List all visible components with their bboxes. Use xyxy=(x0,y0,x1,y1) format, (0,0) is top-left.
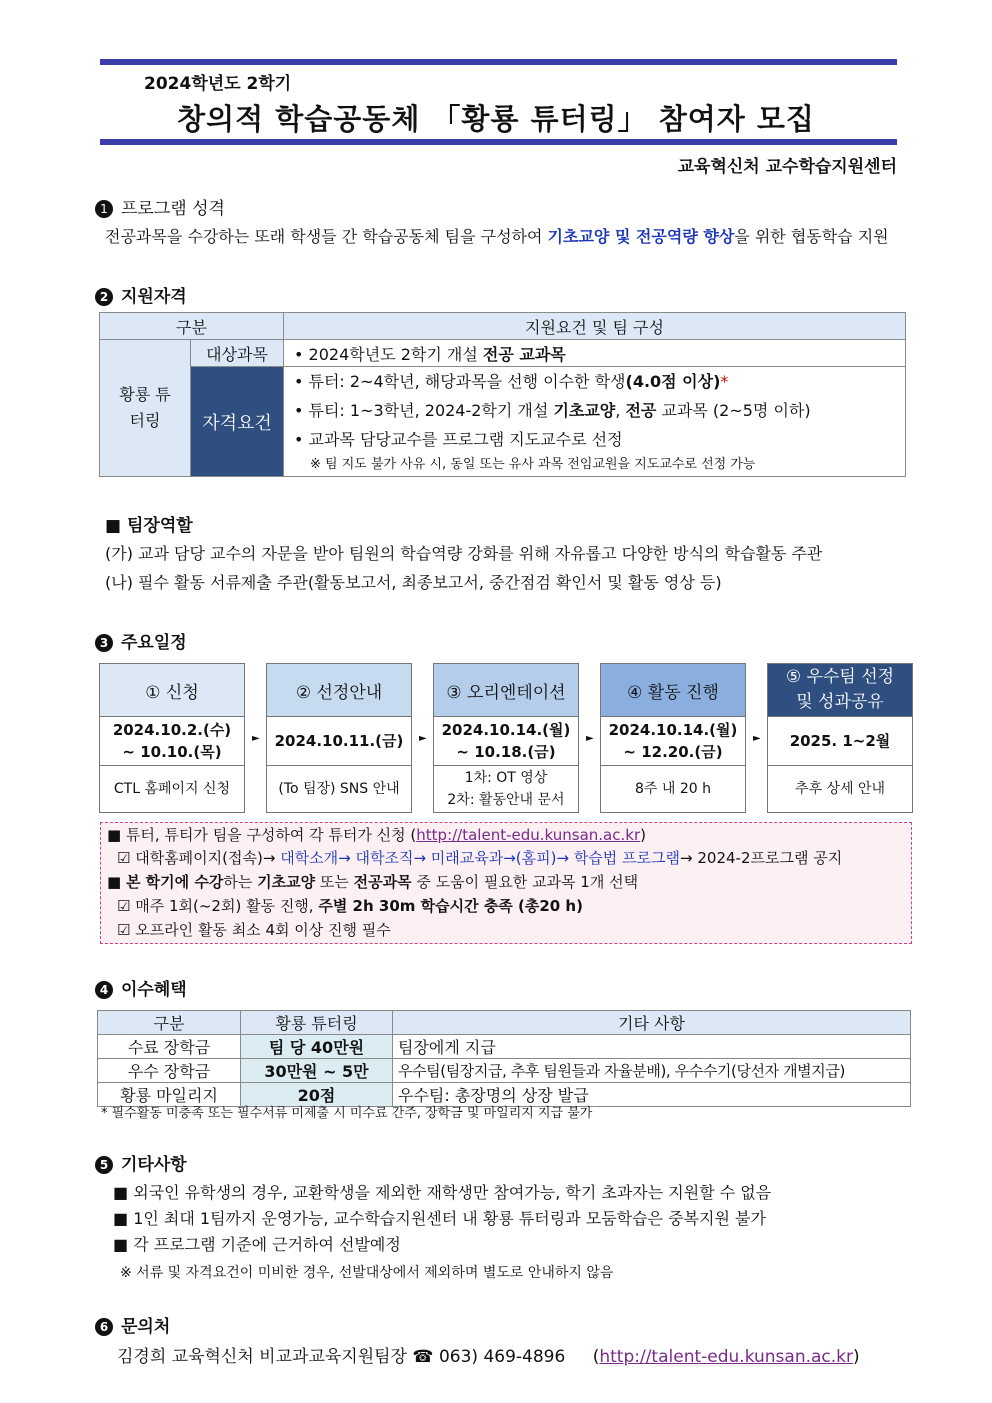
top-rule xyxy=(100,59,897,65)
step-note: CTL 홈페이지 신청 xyxy=(113,781,231,797)
row-target-value: • 2024학년도 2학기 개설 전공 교과목 xyxy=(284,340,906,367)
row-target-label: 대상과목 xyxy=(191,340,284,367)
step-title: ② 선정안내 xyxy=(267,664,411,717)
arrow-icon: ► xyxy=(753,733,761,744)
step-title: ④ 활동 진행 xyxy=(601,664,745,717)
step-title: ③ 오리엔테이션 xyxy=(434,664,578,717)
section-number-icon: 5 xyxy=(95,1156,113,1174)
advisor-requirement: • 교과목 담당교수를 프로그램 지도교수로 선정 xyxy=(294,430,623,449)
eligibility-table xyxy=(99,312,906,477)
page-title: 창의적 학습공동체 「황룡 튜터링」 참여자 모집 xyxy=(177,102,815,136)
section-other-heading: 5 기타사항 xyxy=(95,1150,187,1175)
arrow-icon: ► xyxy=(586,733,594,744)
group-label: 황룡 튜터링 xyxy=(100,340,191,477)
schedule-notes xyxy=(100,822,912,944)
section-schedule-heading: 3 주요일정 xyxy=(95,628,187,653)
note-line: ☑ 대학홈페이지(접속)→ 대학소개→ 대학조직→ 미래교육과→(홈피)→ 학습법 프로그램→ 2024-2프로그램 공지 xyxy=(117,849,843,867)
leader-role-item: (나) 필수 활동 서류제출 주관(활동보고서, 최종보고서, 중간점검 확인서 및 활동 영상 등) xyxy=(105,573,722,592)
section-number-icon: 2 xyxy=(95,288,113,306)
tutoring-site-link[interactable]: http://talent-edu.kunsan.ac.kr xyxy=(416,826,641,844)
step-date: 2024.10.11.(금) xyxy=(267,717,411,766)
row-qual-label: 자격요건 xyxy=(191,367,284,477)
program-description: 전공과목을 수강하는 또래 학생들 간 학습공동체 팀을 구성하여 기초교양 및 전공역량 향상을 위한 협동학습 지원 xyxy=(105,227,889,246)
advisor-note: ※ 팀 지도 불가 사유 시, 동일 또는 유사 과목 전임교원을 지도교수로 선정 가능 xyxy=(310,457,756,472)
schedule-step xyxy=(433,663,579,813)
tutee-requirement: • 튜티: 1~3학년, 2024-2학기 개설 기초교양, 전공 교과목 (2~5명 이하) xyxy=(294,401,811,420)
step-note: 8주 내 20 h xyxy=(635,781,711,797)
step-title: ① 신청 xyxy=(100,664,244,717)
bottom-rule xyxy=(100,139,897,145)
schedule-step xyxy=(600,663,746,813)
step-note: 1차: OT 영상 2차: 활동안내 문서 xyxy=(447,770,565,808)
col-header: 황룡 튜터링 xyxy=(241,1011,393,1035)
organization: 교육혁신처 교수학습지원센터 xyxy=(677,157,897,177)
step-date: 2024.10.2.(수) ~ 10.10.(목) xyxy=(100,717,244,766)
step-date: 2024.10.14.(월) ~ 12.20.(금) xyxy=(601,717,745,766)
note-line: ☑ 오프라인 활동 최소 4회 이상 진행 필수 xyxy=(117,921,391,939)
note-line: ■ 본 학기에 수강하는 기초교양 또는 전공과목 중 도움이 필요한 교과목 1개 선택 xyxy=(107,873,639,891)
col-header: 구분 xyxy=(98,1011,241,1035)
note-line: ■ 튜터, 튜티가 팀을 구성하여 각 튜터가 신청 (http://talent-edu.kunsan.ac.kr) xyxy=(107,826,646,844)
section-benefits-heading: 4 이수혜택 xyxy=(95,975,187,1000)
col-header: 기타 사항 xyxy=(393,1011,911,1035)
table-row: 우수 장학금 30만원 ~ 5만 우수팀(팀장지급, 추후 팀원들과 자율분배), 우수수기(당선자 개별지급) xyxy=(98,1059,911,1083)
arrow-icon: ► xyxy=(252,733,260,744)
section-number-icon: 4 xyxy=(95,981,113,999)
leader-role-item: (가) 교과 담당 교수의 자문을 받아 팀원의 학습역량 강화를 위해 자유롭고 다양한 방식의 학습활동 주관 xyxy=(105,544,823,563)
step-title: ⑤ 우수팀 선정 및 성과공유 xyxy=(768,664,912,717)
other-note: ※ 서류 및 자격요건이 미비한 경우, 선발대상에서 제외하며 별도로 안내하지 않음 xyxy=(120,1265,614,1281)
other-item: ■ 1인 최대 1팀까지 운영가능, 교수학습지원센터 내 황룡 튜터링과 모둠학습은 중복지원 불가 xyxy=(113,1209,766,1228)
section-number-icon: 3 xyxy=(95,634,113,652)
row-qual-value xyxy=(284,367,906,477)
step-note: (To 팀장) SNS 안내 xyxy=(278,781,400,797)
other-item: ■ 외국인 유학생의 경우, 교환학생을 제외한 재학생만 참여가능, 학기 초과자는 지원할 수 없음 xyxy=(113,1183,772,1202)
contact-info: 김경희 교육혁신처 비교과교육지원팀장 ☎ 063) 469-4896 (http://talent-edu.kunsan.ac.kr) xyxy=(117,1347,860,1367)
table-row: 수료 장학금 팀 당 40만원 팀장에게 지급 xyxy=(98,1035,911,1059)
note-line: ☑ 매주 1회(~2회) 활동 진행, 주별 2h 30m 학습시간 충족 (총20 h) xyxy=(117,897,583,915)
col-category: 구분 xyxy=(100,313,284,340)
col-requirements: 지원요건 및 팀 구성 xyxy=(284,313,906,340)
tutor-requirement: • 튜터: 2~4학년, 해당과목을 선행 이수한 학생(4.0점 이상)* xyxy=(294,372,729,391)
benefits-table xyxy=(97,1010,911,1107)
arrow-icon: ► xyxy=(419,733,427,744)
step-note: 추후 상세 안내 xyxy=(794,781,886,797)
section-number-icon: 1 xyxy=(95,200,113,218)
other-item: ■ 각 프로그램 기준에 근거하여 선발예정 xyxy=(113,1235,401,1254)
semester-label: 2024학년도 2학기 xyxy=(144,74,292,94)
leader-role-heading: ■ 팀장역할 xyxy=(105,516,193,536)
schedule-step xyxy=(99,663,245,813)
step-date: 2024.10.14.(월) ~ 10.18.(금) xyxy=(434,717,578,766)
step-date: 2025. 1~2월 xyxy=(768,717,912,766)
schedule-step xyxy=(266,663,412,813)
table-row: 황룡 마일리지 20점 우수팀: 총장명의 상장 발급 xyxy=(98,1083,911,1107)
section-eligibility-heading: 2 지원자격 xyxy=(95,282,187,307)
benefits-footnote: * 필수활동 미충족 또는 필수서류 미제출 시 미수료 간주, 장학금 및 마일리지 지급 불가 xyxy=(101,1106,593,1121)
schedule-step xyxy=(767,663,913,813)
section-number-icon: 6 xyxy=(95,1318,113,1336)
contact-link[interactable]: http://talent-edu.kunsan.ac.kr xyxy=(599,1347,854,1367)
section-contact-heading: 6 문의처 xyxy=(95,1312,170,1337)
section-program-heading: 1 프로그램 성격 xyxy=(95,194,225,219)
